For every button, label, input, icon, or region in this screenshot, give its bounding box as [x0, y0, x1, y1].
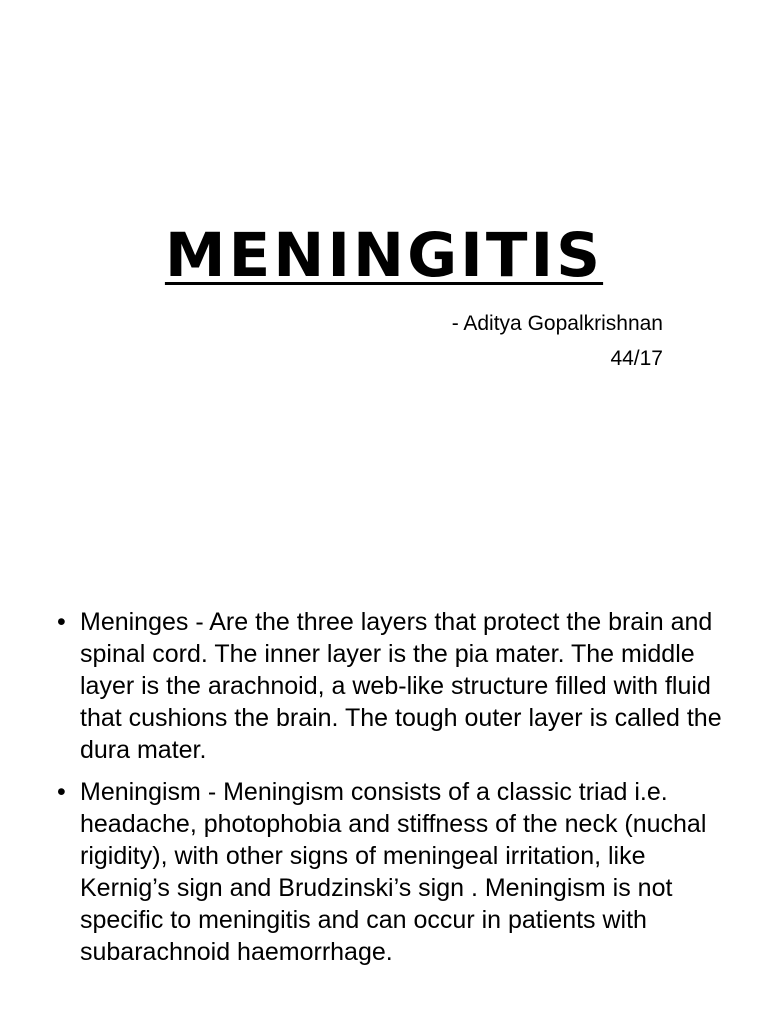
bullet-marker: •: [57, 778, 66, 806]
bullet-list: [57, 606, 727, 978]
slide-title-text: MENINGITIS: [164, 220, 604, 291]
slide-title: [0, 218, 768, 294]
bullet-text: Meningism - Meningism consists of a classic triad i.e. headache, photophobia and stiffness of the neck (nuchal rigidity), with other signs of meningeal irritation, like Kernig’s sign and Brudzinski’s sign . Meningism is not specific to meningitis and can occur in patients with subarachnoid haemorrhage.: [80, 778, 707, 966]
author-name: - Aditya Gopalkrishnan: [451, 312, 663, 335]
byline: [452, 306, 663, 376]
bullet-marker: •: [57, 608, 66, 636]
roll-number: 44/17: [610, 347, 663, 370]
bullet-item-meninges: [57, 606, 727, 766]
bullet-item-meningism: [57, 776, 727, 968]
bullet-text: Meninges - Are the three layers that protect the brain and spinal cord. The inner layer is the pia mater. The middle layer is the arachnoid, a web-like structure filled with fluid that cushions the brain. The tough outer layer is called the dura mater.: [80, 608, 722, 764]
